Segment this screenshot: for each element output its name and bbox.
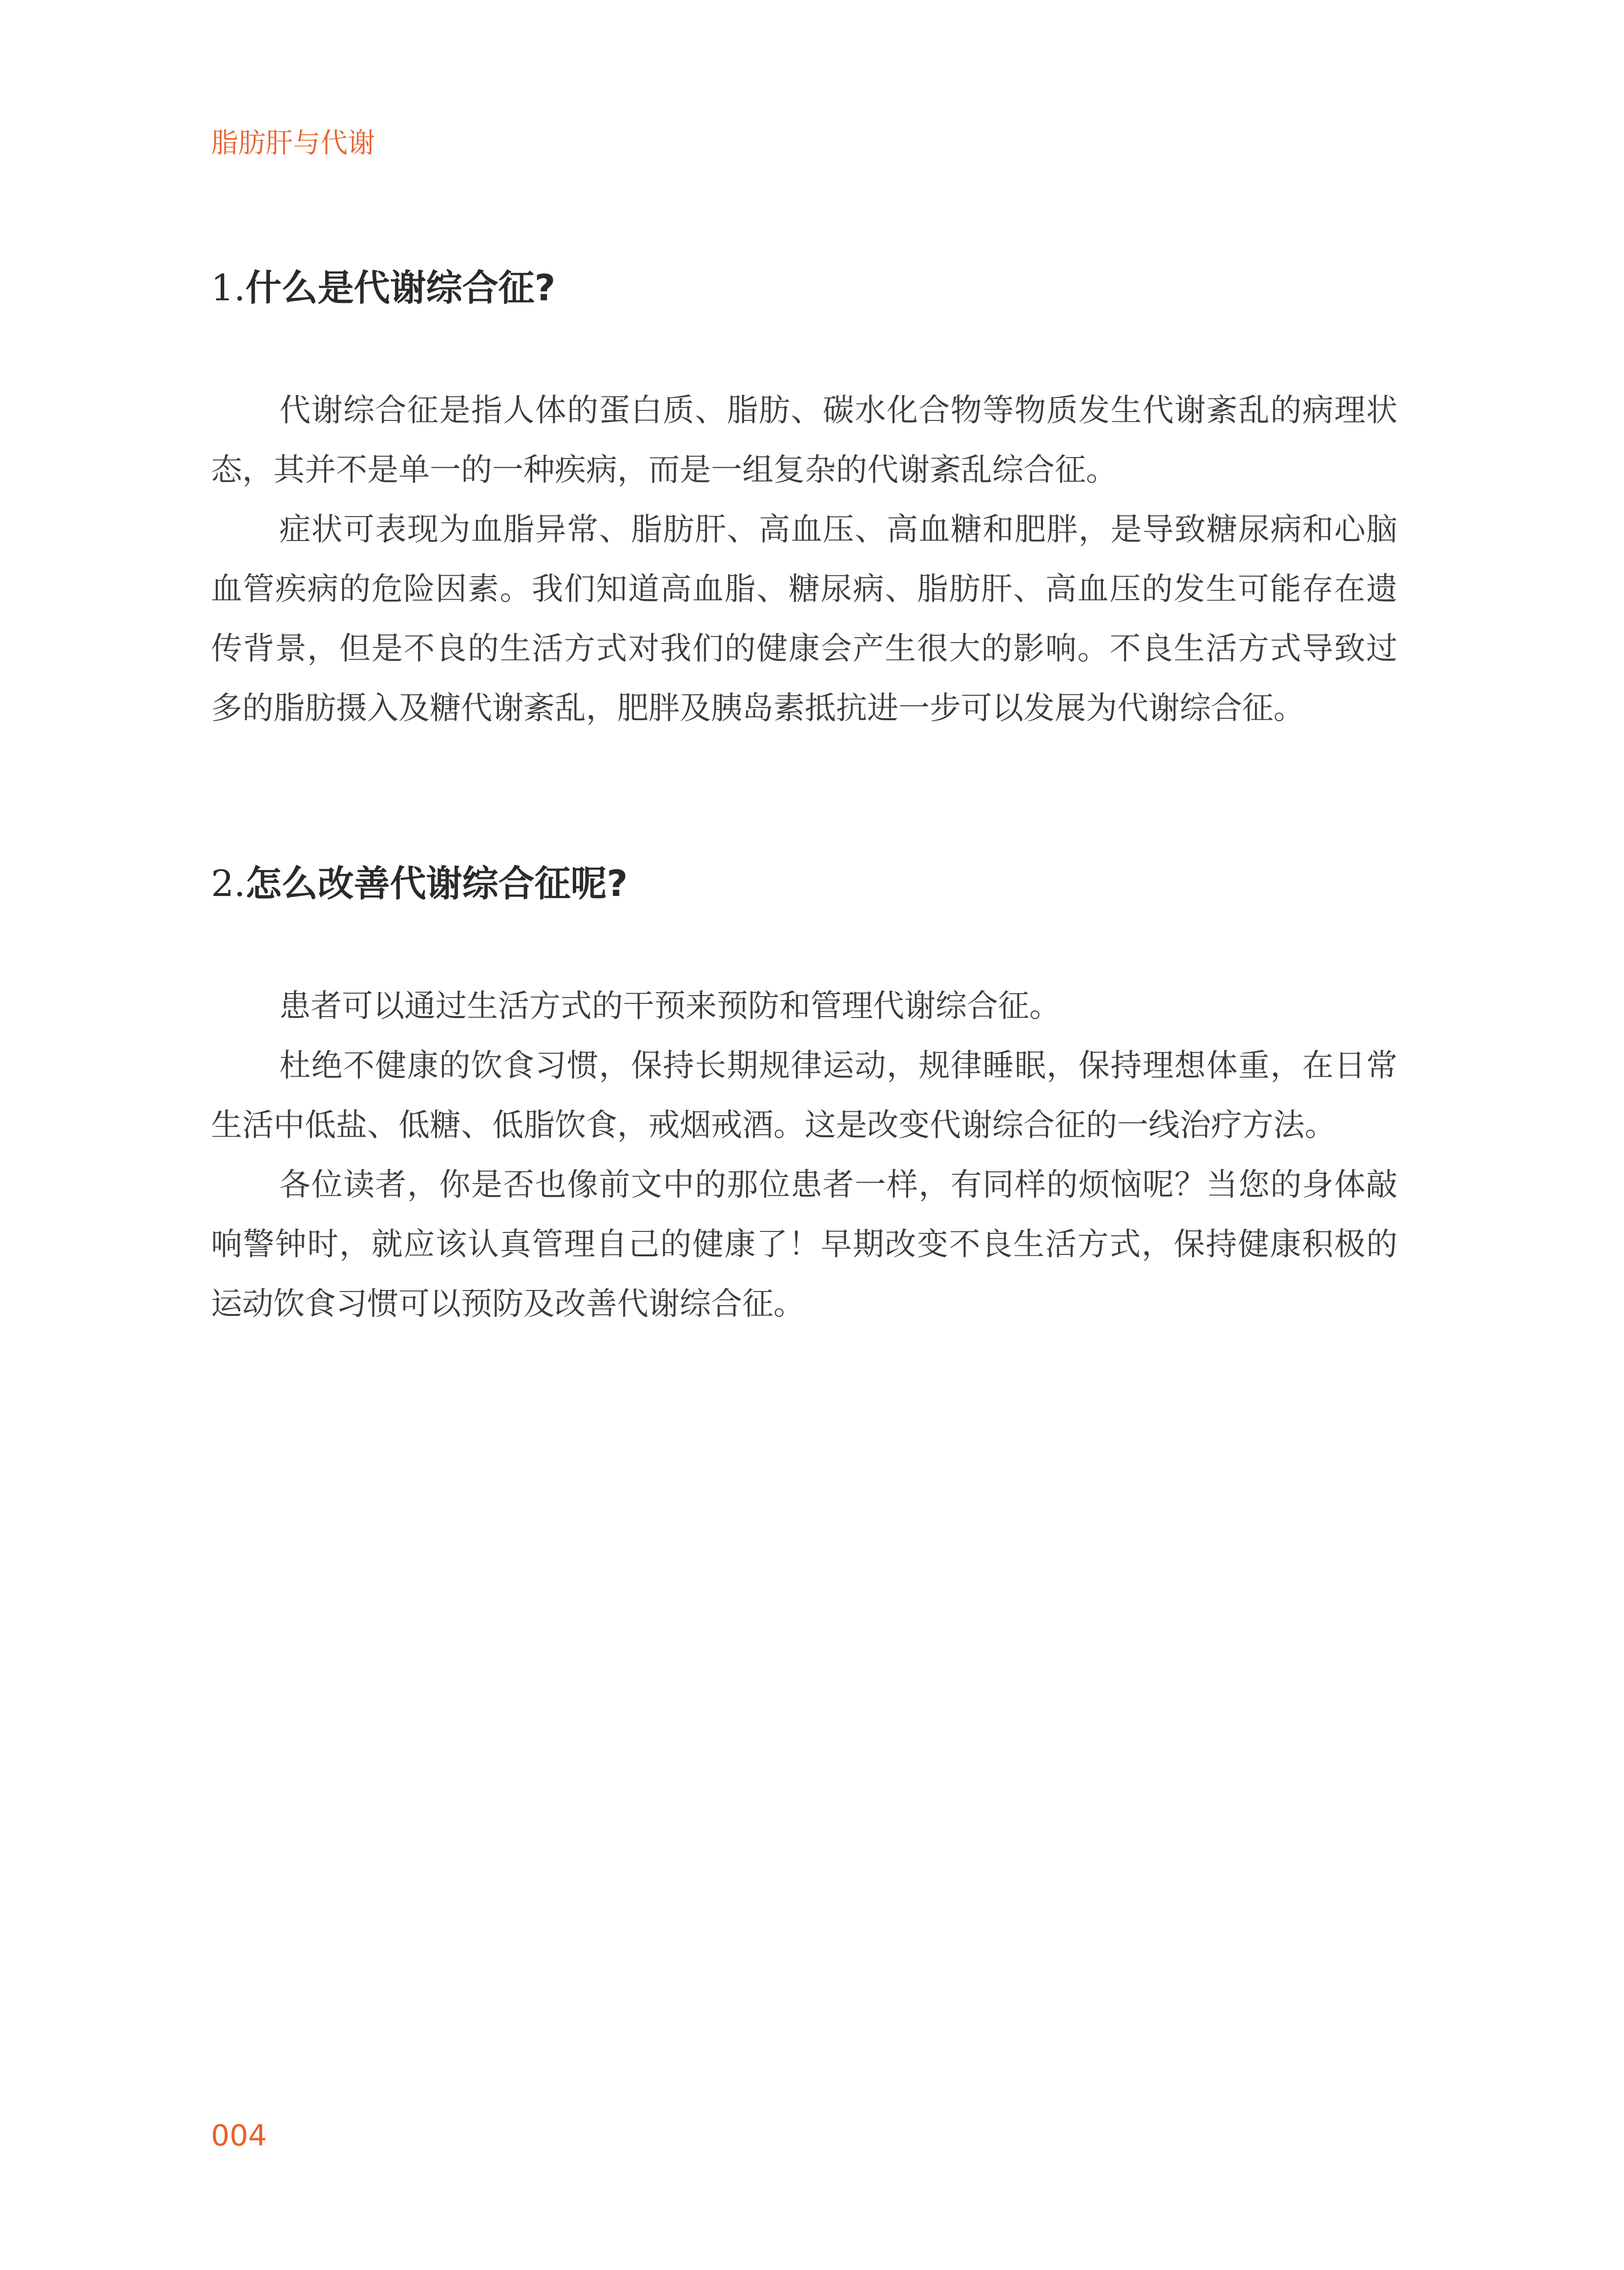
paragraph: 代谢综合征是指人体的蛋白质、脂肪、碳水化合物等物质发生代谢紊乱的病理状态，其并不是单一的一种疾病，而是一组复杂的代谢紊乱综合征。 [211,393,1397,488]
section-number: 1. [211,267,246,309]
paragraph: 患者可以通过生活方式的干预来预防和管理代谢综合征。 [279,988,1061,1024]
section-title: 怎么改善代谢综合征呢? [245,863,628,905]
running-header: 脂肪肝与代谢 [211,127,375,159]
paragraph: 各位读者，你是否也像前文中的那位患者一样，有同样的烦恼呢？当您的身体敲响警钟时，就应该认真管理自己的健康了！早期改变不良生活方式，保持健康积极的运动饮食习惯可以预防及改善代谢综合征。 [211,1167,1397,1322]
paragraph: 症状可表现为血脂异常、脂肪肝、高血压、高血糖和肥胖，是导致糖尿病和心脑血管疾病的危险因素。我们知道高血脂、糖尿病、脂肪肝、高血压的发生可能存在遗传背景，但是不良的生活方式对我们的健康会产生很大的影响。不良生活方式导致过多的脂肪摄入及糖代谢紊乱，肥胖及胰岛素抵抗进一步可以发展为代谢综合征。 [211,512,1397,727]
section-number: 2. [211,863,246,905]
section-body-2 [211,977,1397,1334]
section-body-1 [211,381,1397,738]
section-heading-2 [211,859,628,908]
page-number: 004 [211,2119,267,2153]
section-title: 什么是代谢综合征? [245,267,556,309]
paragraph: 杜绝不健康的饮食习惯，保持长期规律运动，规律睡眠，保持理想体重，在日常生活中低盐、低糖、低脂饮食，戒烟戒酒。这是改变代谢综合征的一线治疗方法。 [211,1048,1397,1144]
section-heading-1 [211,264,556,312]
